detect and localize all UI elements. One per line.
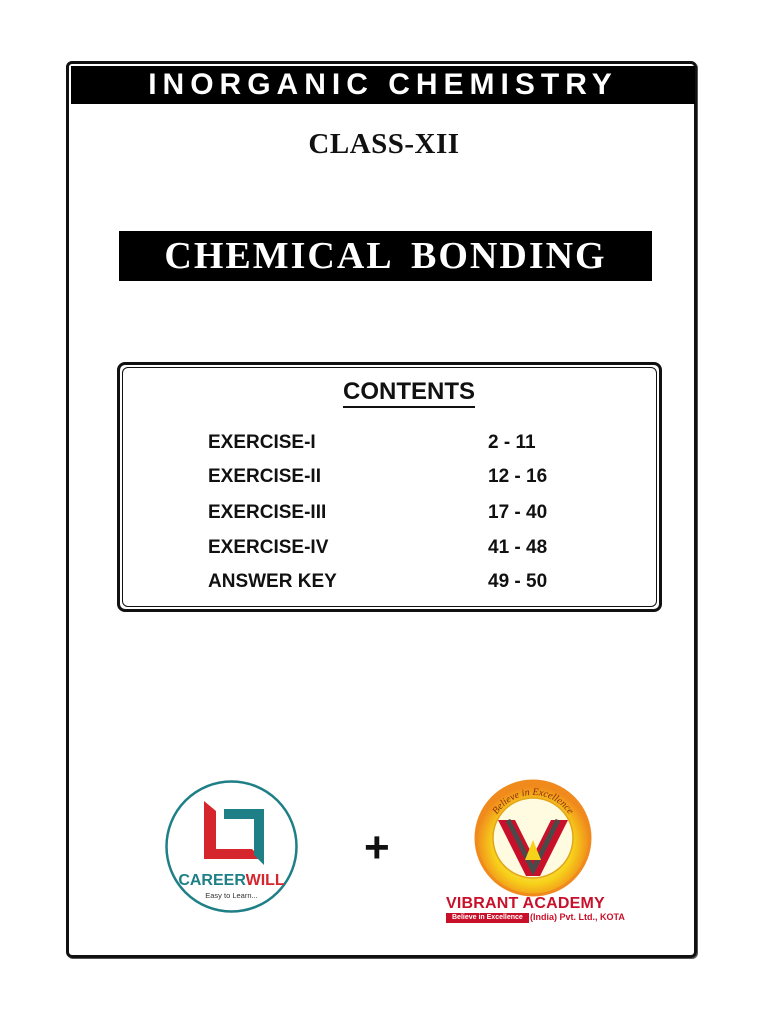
svg-text:CAREERWILL (178, 872, 285, 889)
vibrant-name: VIBRANT ACADEMY (446, 895, 605, 912)
vibrant-sub: (India) Pvt. Ltd., KOTA (530, 912, 625, 922)
contents-item-pages: 12 - 16 (488, 466, 548, 487)
contents-row (208, 502, 608, 526)
class-label: CLASS-XII (308, 128, 460, 160)
chapter-banner (119, 231, 652, 281)
contents-item-pages: 2 - 11 (488, 432, 536, 453)
careerwill-tagline: Easy to Learn... (205, 891, 258, 900)
contents-row (208, 466, 608, 490)
contents-item-pages: 49 - 50 (488, 571, 548, 592)
contents-item-name: EXERCISE-I (208, 432, 316, 453)
vibrant-tagline: Believe in Excellence (446, 913, 529, 923)
contents-item-name: EXERCISE-II (208, 466, 321, 487)
careerwill-name-part2: WILL (245, 872, 285, 889)
contents-title: CONTENTS (343, 378, 475, 408)
plus-sign: + (364, 823, 390, 872)
vibrant-academy-emblem (470, 778, 596, 898)
subject-title: INORGANIC CHEMISTRY (148, 68, 618, 101)
contents-row (208, 571, 608, 595)
contents-heading (0, 378, 768, 406)
contents-item-name: ANSWER KEY (208, 571, 337, 592)
contents-item-name: EXERCISE-III (208, 502, 327, 523)
careerwill-name-part1: CAREER (178, 872, 246, 889)
vibrant-arc-text: Believe in Excellence (490, 786, 576, 817)
contents-item-name: EXERCISE-IV (208, 537, 329, 558)
contents-item-pages: 17 - 40 (488, 502, 548, 523)
contents-row (208, 432, 608, 456)
contents-row (208, 537, 608, 561)
chapter-title: CHEMICAL BONDING (164, 235, 607, 277)
subject-banner (71, 66, 695, 104)
careerwill-logo (164, 779, 299, 914)
contents-item-pages: 41 - 48 (488, 537, 548, 558)
